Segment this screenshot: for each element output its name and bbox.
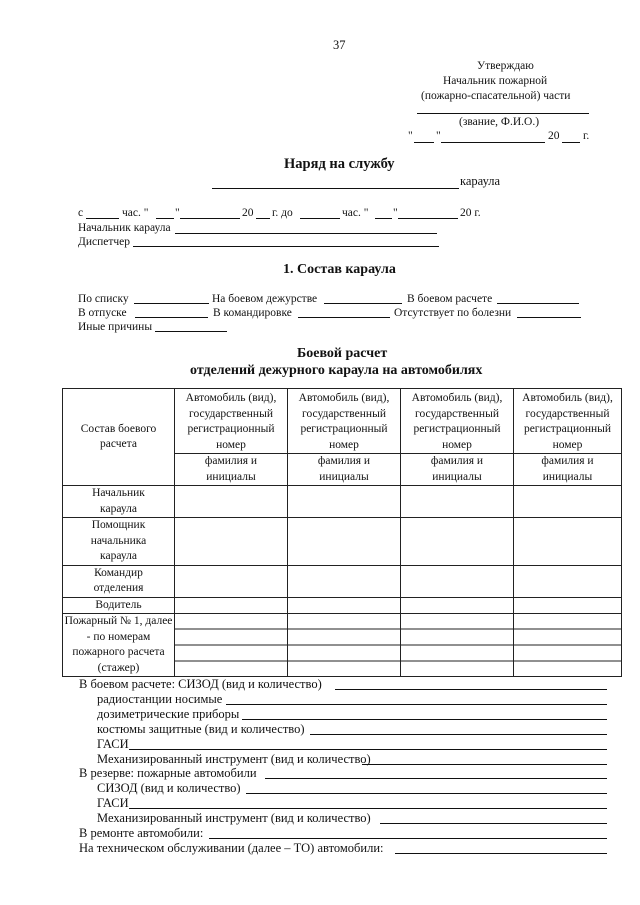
vehicle-header-4: Автомобиль (вид), государственный регистрационный номер фамилия и инициалы: [514, 389, 622, 486]
composition-header: Состав боевого расчета: [63, 389, 175, 486]
period-year-line: [256, 218, 270, 219]
table-cell[interactable]: [288, 565, 401, 597]
document-title: Наряд на службу: [284, 156, 395, 172]
table-cell[interactable]: [175, 518, 288, 566]
period-month-line: [180, 218, 240, 219]
reserve-tools-label: Механизированный инструмент (вид и количество): [97, 811, 371, 825]
tools-line: [362, 764, 607, 765]
other-label: Иные причины: [78, 321, 153, 333]
row-label-driver: Водитель: [63, 597, 175, 614]
radio-line: [226, 704, 607, 705]
maintenance-label: На техническом обслуживании (далее – ТО) автомобили:: [79, 841, 384, 855]
trip-line: [298, 317, 390, 318]
gasi-label: ГАСИ: [97, 737, 129, 751]
row-label-commander: Командир отделения: [63, 565, 175, 597]
period-hours: час. ": [122, 207, 149, 219]
reserve-sizod-line: [246, 793, 607, 794]
reserve-tools-line: [380, 823, 607, 824]
combat-title-1: Боевой расчет: [297, 346, 388, 361]
period-hour2-line: [300, 218, 340, 219]
reserve-line: [265, 778, 607, 779]
period-hours2: час. ": [342, 207, 369, 219]
reserve-gasi-line: [129, 808, 607, 809]
table-row: [63, 597, 622, 614]
by-list-label: По списку: [78, 293, 129, 305]
approval-line2: (пожарно-спасательной) части: [421, 90, 571, 102]
trip-label: В командировке: [213, 307, 292, 319]
other-line: [155, 331, 227, 332]
table-row: [63, 486, 622, 518]
table-cell[interactable]: [175, 597, 288, 614]
gasi-line: [129, 749, 607, 750]
period-day2-line: [375, 218, 392, 219]
table-cell[interactable]: [288, 597, 401, 614]
table-cell[interactable]: [401, 597, 514, 614]
approval-day-line: [414, 142, 434, 143]
approval-title: Утверждаю: [477, 60, 534, 72]
section1-title: 1. Состав караула: [283, 262, 396, 277]
approval-year-line: [562, 142, 580, 143]
tools-label: Механизированный инструмент (вид и количество): [97, 752, 371, 766]
maintenance-line: [395, 853, 607, 854]
approval-date-quote1: ": [408, 130, 413, 142]
table-row: [63, 518, 622, 566]
vehicle-header-1: Автомобиль (вид), государственный регистрационный номер фамилия и инициалы: [175, 389, 288, 486]
approval-date-suffix: г.: [583, 130, 590, 142]
period-year-prefix: 20: [242, 207, 254, 219]
period-qmid2: ": [393, 207, 398, 219]
vehicle-header-2: Автомобиль (вид), государственный регистрационный номер фамилия и инициалы: [288, 389, 401, 486]
period-from: с: [78, 207, 84, 219]
dispatcher-line: [133, 246, 439, 247]
period-qmid: ": [175, 207, 180, 219]
chief-line: [175, 233, 437, 234]
table-cell[interactable]: [401, 518, 514, 566]
period-to: г. до: [272, 207, 293, 219]
leave-label: В отпуске: [78, 307, 127, 319]
karaula-label: караула: [460, 174, 501, 188]
approval-signature-line: [417, 113, 589, 114]
combat-title-2: отделений дежурного караула на автомобилях: [190, 363, 483, 378]
table-cell[interactable]: [175, 614, 288, 677]
by-list-line: [134, 303, 209, 304]
combat-crew-line: [497, 303, 579, 304]
sick-label: Отсутствует по болезни: [394, 307, 512, 319]
page-number: 37: [333, 38, 346, 52]
table-cell[interactable]: [514, 518, 622, 566]
reserve-gasi-label: ГАСИ: [97, 796, 129, 810]
period-hour-line: [86, 218, 119, 219]
vehicle-header-3: Автомобиль (вид), государственный регистрационный номер фамилия и инициалы: [401, 389, 514, 486]
approval-month-line: [441, 142, 545, 143]
repair-line: [209, 838, 607, 839]
repair-label: В ремонте автомобили:: [79, 826, 204, 840]
on-duty-line: [324, 303, 402, 304]
leave-line: [135, 317, 208, 318]
dosimeters-line: [242, 719, 607, 720]
table-row: [63, 614, 622, 677]
sick-line: [517, 317, 581, 318]
table-cell[interactable]: [514, 597, 622, 614]
period-month2-line: [398, 218, 458, 219]
table-cell[interactable]: [175, 486, 288, 518]
approval-rank-name: (звание, Ф.И.О.): [459, 116, 540, 128]
combat-equipment-label: В боевом расчете: СИЗОД (вид и количество): [79, 677, 322, 691]
suits-label: костюмы защитные (вид и количество): [97, 722, 305, 736]
suits-line: [310, 734, 607, 735]
dosimeters-label: дозиметрические приборы: [97, 707, 240, 721]
row-label-firefighter: Пожарный № 1, далее - по номерам пожарного расчета (стажер): [63, 614, 175, 677]
period-day-line: [156, 218, 174, 219]
approval-date-year: 20: [548, 130, 560, 142]
row-label-chief: Начальник караула: [63, 486, 175, 518]
period-year-end: 20 г.: [460, 207, 481, 219]
radio-label: радиостанции носимые: [97, 692, 223, 706]
table-row: [63, 565, 622, 597]
chief-label: Начальник караула: [78, 222, 171, 234]
approval-date-quote2: ": [436, 130, 441, 142]
table-cell[interactable]: [401, 614, 514, 677]
table-cell[interactable]: [514, 486, 622, 518]
on-duty-label: На боевом дежурстве: [212, 293, 318, 305]
table-cell[interactable]: [401, 486, 514, 518]
combat-crew-table: [62, 388, 622, 677]
table-cell[interactable]: [514, 614, 622, 677]
reserve-sizod-label: СИЗОД (вид и количество): [97, 781, 241, 795]
table-cell[interactable]: [401, 565, 514, 597]
sizod-line: [335, 689, 607, 690]
table-cell[interactable]: [288, 486, 401, 518]
table-cell[interactable]: [514, 565, 622, 597]
karaula-line: [212, 188, 459, 189]
approval-line1: Начальник пожарной: [443, 75, 548, 87]
dispatcher-label: Диспетчер: [78, 236, 131, 248]
table-cell[interactable]: [175, 565, 288, 597]
combat-crew-label: В боевом расчете: [407, 293, 493, 305]
reserve-label: В резерве: пожарные автомобили: [79, 766, 257, 780]
table-cell[interactable]: [288, 614, 401, 677]
row-label-assistant: Помощник начальника караула: [63, 518, 175, 566]
table-cell[interactable]: [288, 518, 401, 566]
